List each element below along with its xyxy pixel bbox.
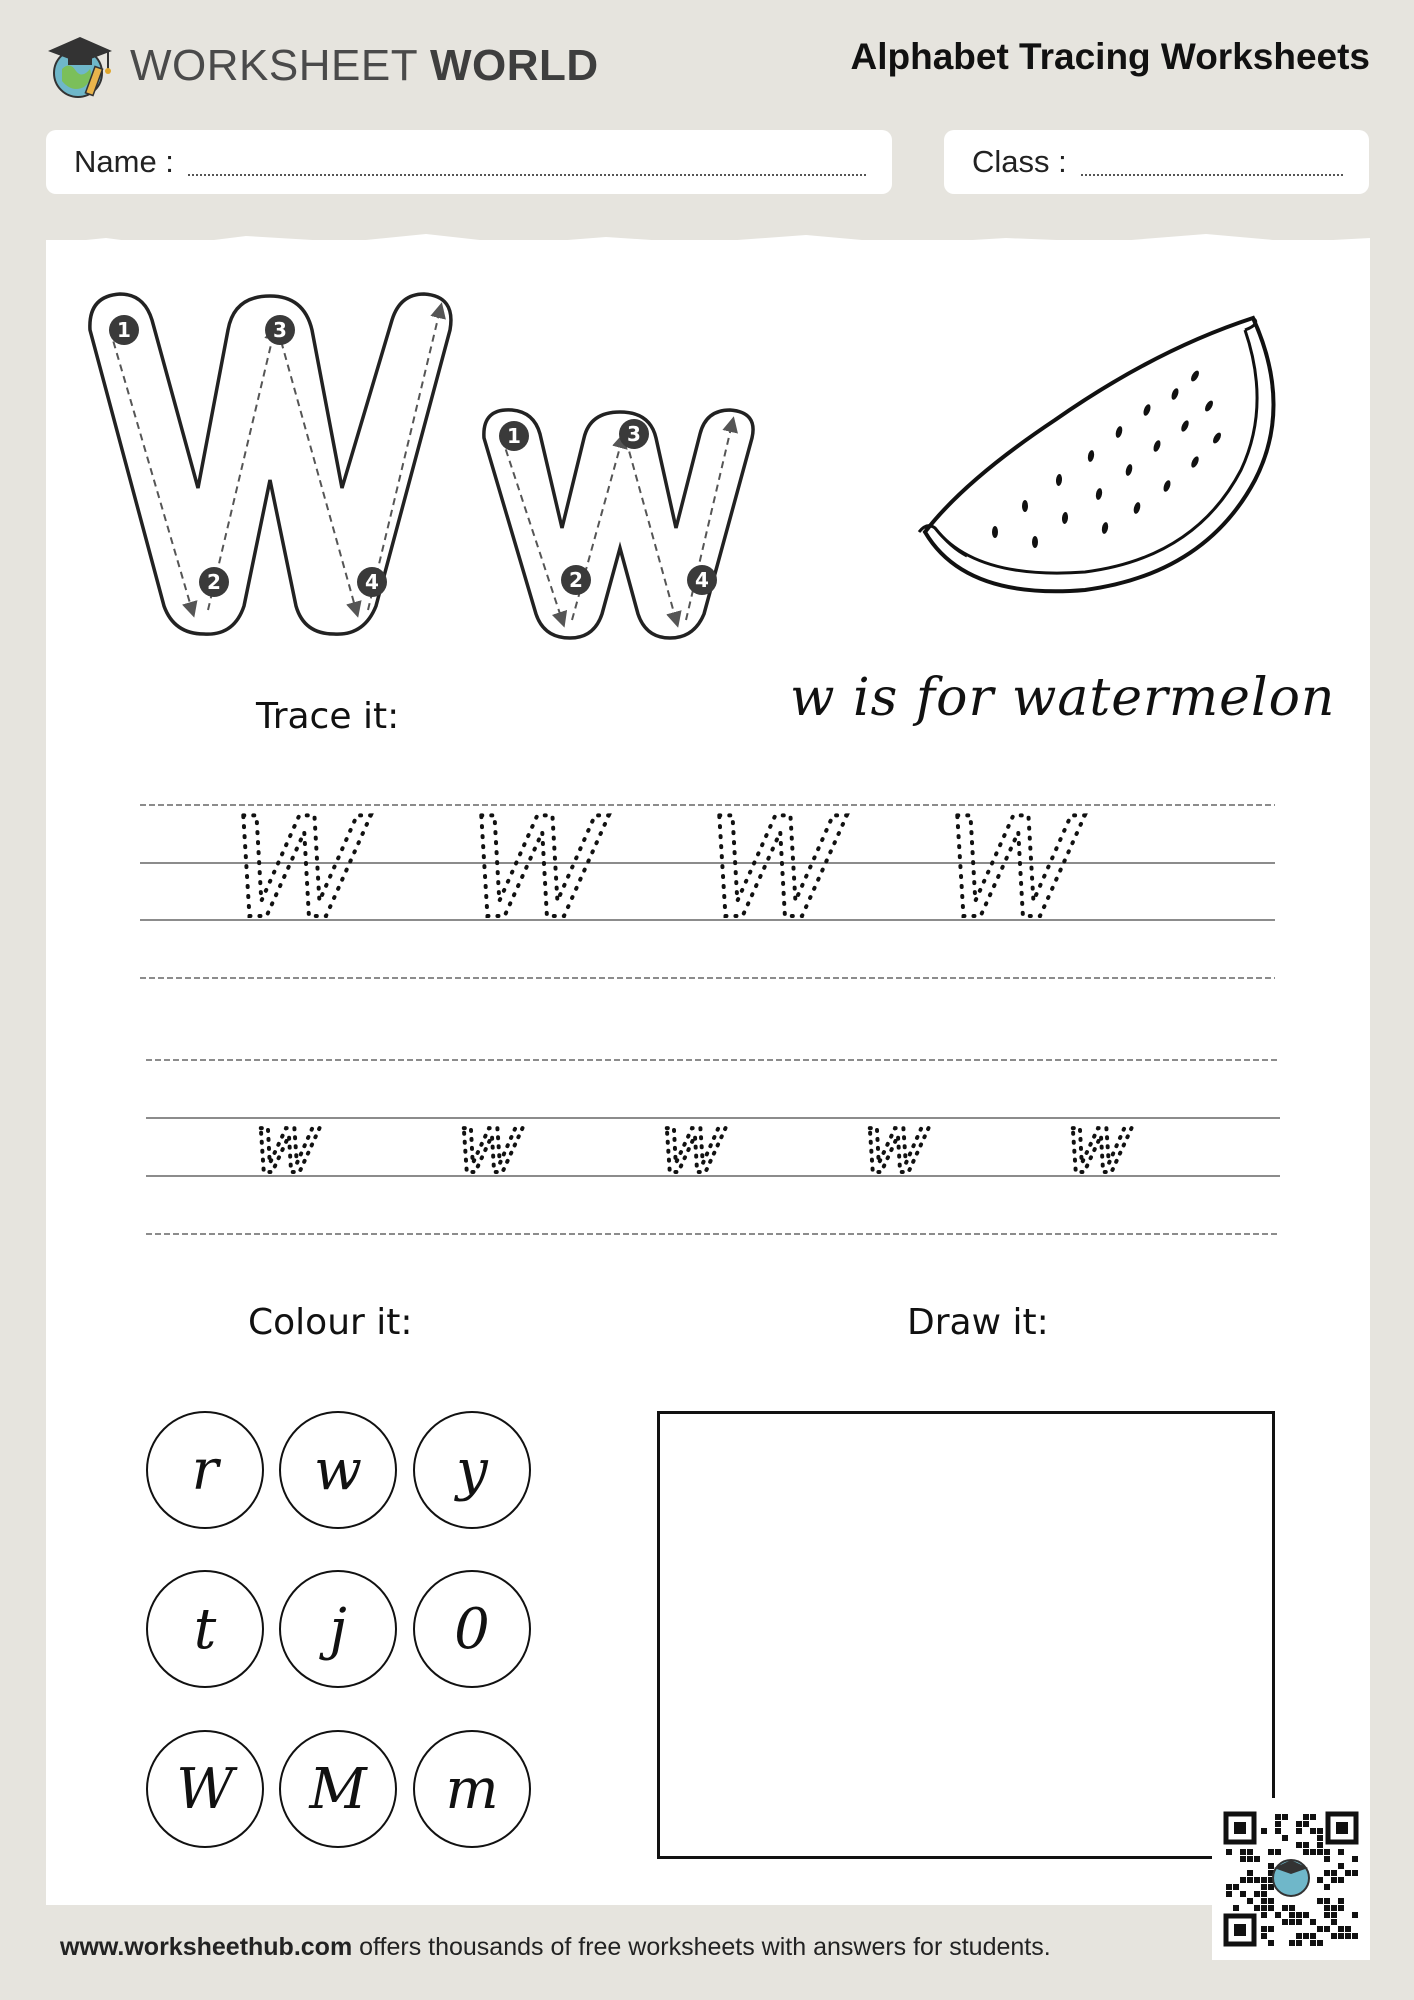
lowercase-trace-letters	[254, 1098, 1132, 1191]
svg-text:4: 4	[695, 568, 709, 592]
colour-circle-0[interactable]: 0	[413, 1570, 531, 1688]
colour-circle-t[interactable]: t	[146, 1570, 264, 1688]
logo	[44, 26, 599, 106]
colour-circle-uppercase-m[interactable]: M	[279, 1730, 397, 1848]
trace-letter-lower[interactable]: w	[660, 1098, 726, 1191]
svg-text:1: 1	[507, 424, 521, 448]
graduation-cap-globe-logo-icon	[44, 29, 118, 103]
lowercase-w-outline	[484, 410, 753, 638]
colour-section-label: Colour it:	[248, 1302, 413, 1343]
trace-letter-lower[interactable]: w	[457, 1098, 523, 1191]
colour-circle-w[interactable]: w	[279, 1411, 397, 1529]
svg-text:3: 3	[273, 318, 287, 342]
trace-letter-lower[interactable]: w	[863, 1098, 929, 1191]
document-title: Alphabet Tracing Worksheets	[850, 36, 1370, 77]
colour-circle-m[interactable]: m	[413, 1730, 531, 1848]
trace-letter-upper[interactable]: W	[230, 788, 367, 949]
qr-code-icon	[1212, 1798, 1370, 1960]
class-field[interactable]	[944, 130, 1369, 194]
name-field[interactable]	[46, 130, 892, 194]
trace-letter-upper[interactable]: W	[468, 788, 605, 949]
trace-letter-upper[interactable]: W	[706, 788, 843, 949]
qr-code	[1212, 1798, 1370, 1960]
trace-letter-lower[interactable]: w	[1066, 1098, 1132, 1191]
trace-letter-lower[interactable]: w	[254, 1098, 320, 1191]
class-write-line[interactable]	[1081, 148, 1343, 176]
svg-text:1: 1	[117, 318, 131, 342]
brand-name: WORKSHEET WORLD	[130, 41, 599, 90]
class-label: Class :	[972, 144, 1067, 179]
draw-box[interactable]	[657, 1411, 1275, 1859]
name-label: Name :	[74, 144, 174, 179]
footer-site-link[interactable]: www.worksheethub.com	[60, 1933, 353, 1961]
trace-letter-upper[interactable]: W	[944, 788, 1081, 949]
svg-text:2: 2	[569, 568, 583, 592]
colour-circle-uppercase-w[interactable]: W	[146, 1730, 264, 1848]
uppercase-w-outline	[90, 294, 451, 634]
letter-stroke-guide	[80, 290, 800, 640]
name-write-line[interactable]	[188, 148, 866, 176]
colour-circle-r[interactable]: r	[146, 1411, 264, 1529]
uppercase-trace-letters	[230, 788, 1085, 949]
word-caption: w is for watermelon	[790, 668, 1336, 728]
trace-section-label: Trace it:	[256, 696, 400, 737]
colour-circle-y[interactable]: y	[413, 1411, 531, 1529]
draw-section-label: Draw it:	[907, 1302, 1049, 1343]
svg-text:3: 3	[627, 422, 641, 446]
svg-text:2: 2	[207, 570, 221, 594]
watermelon-illustration	[905, 310, 1285, 610]
colour-circle-j[interactable]: j	[279, 1570, 397, 1688]
footer-text: www.worksheethub.com offers thousands of free worksheets with answers for students.	[60, 1933, 1051, 1961]
tracing-lines	[130, 780, 1290, 1250]
svg-text:4: 4	[365, 570, 379, 594]
